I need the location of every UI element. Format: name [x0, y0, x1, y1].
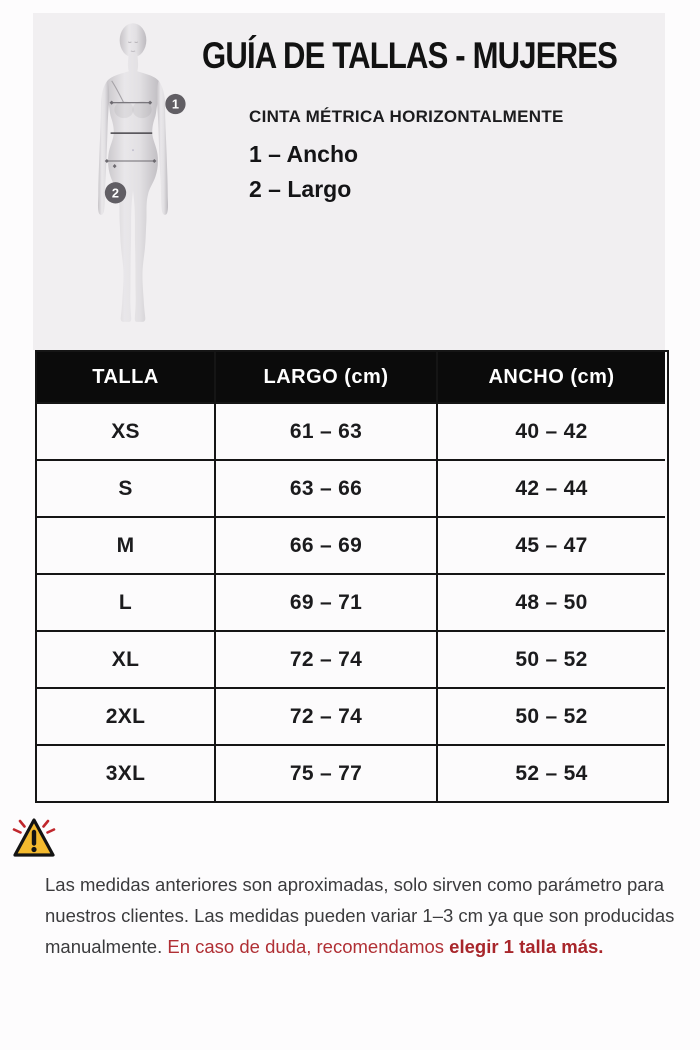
size-guide-panel [33, 13, 665, 350]
disclaimer-red-bold-text: elegir 1 talla más. [449, 936, 604, 957]
page-title: GUÍA DE TALLAS - MUJERES [202, 35, 617, 76]
disclaimer-text [45, 869, 674, 962]
cell-largo: 75 – 77 [216, 744, 438, 801]
cell-talla: S [37, 459, 216, 516]
cell-talla: XL [37, 630, 216, 687]
cell-ancho: 40 – 42 [438, 402, 665, 459]
cell-talla: 2XL [37, 687, 216, 744]
mannequin-figure-illustration [73, 20, 193, 340]
cell-largo: 61 – 63 [216, 402, 438, 459]
cell-talla: XS [37, 402, 216, 459]
cell-largo: 72 – 74 [216, 687, 438, 744]
table-header-largo: LARGO (cm) [216, 352, 438, 402]
guide-subtitle: CINTA MÉTRICA HORIZONTALMENTE [249, 107, 564, 126]
cell-ancho: 50 – 52 [438, 687, 665, 744]
legend-largo: 2 – Largo [249, 176, 352, 202]
cell-ancho: 48 – 50 [438, 573, 665, 630]
cell-ancho: 45 – 47 [438, 516, 665, 573]
table-header-talla: TALLA [37, 352, 216, 402]
size-table [35, 350, 669, 803]
cell-talla: L [37, 573, 216, 630]
disclaimer-line: manualmente. En caso de duda, recomendamos elegir 1 talla más. [45, 936, 604, 957]
cell-largo: 66 – 69 [216, 516, 438, 573]
mannequin-head [120, 23, 147, 57]
cell-largo: 63 – 66 [216, 459, 438, 516]
cell-talla: M [37, 516, 216, 573]
svg-text:1: 1 [171, 96, 180, 112]
cell-largo: 69 – 71 [216, 573, 438, 630]
svg-text:2: 2 [111, 185, 120, 201]
disclaimer-line: Las medidas anteriores son aproximadas, solo sirven como parámetro para [45, 874, 665, 895]
legend-ancho: 1 – Ancho [249, 141, 359, 167]
measure-point-1-badge [165, 94, 185, 114]
cell-talla: 3XL [37, 744, 216, 801]
warning-triangle-icon [10, 812, 58, 862]
table-header-ancho: ANCHO (cm) [438, 352, 665, 402]
disclaimer-line: nuestros clientes. Las medidas pueden variar 1–3 cm ya que son producidas [45, 905, 675, 926]
cell-largo: 72 – 74 [216, 630, 438, 687]
disclaimer-red-text: En caso de duda, recomendamos [167, 936, 450, 957]
cell-ancho: 42 – 44 [438, 459, 665, 516]
measure-point-2-badge [105, 182, 126, 203]
cell-ancho: 50 – 52 [438, 630, 665, 687]
cell-ancho: 52 – 54 [438, 744, 665, 801]
mannequin-illustration [73, 20, 193, 340]
